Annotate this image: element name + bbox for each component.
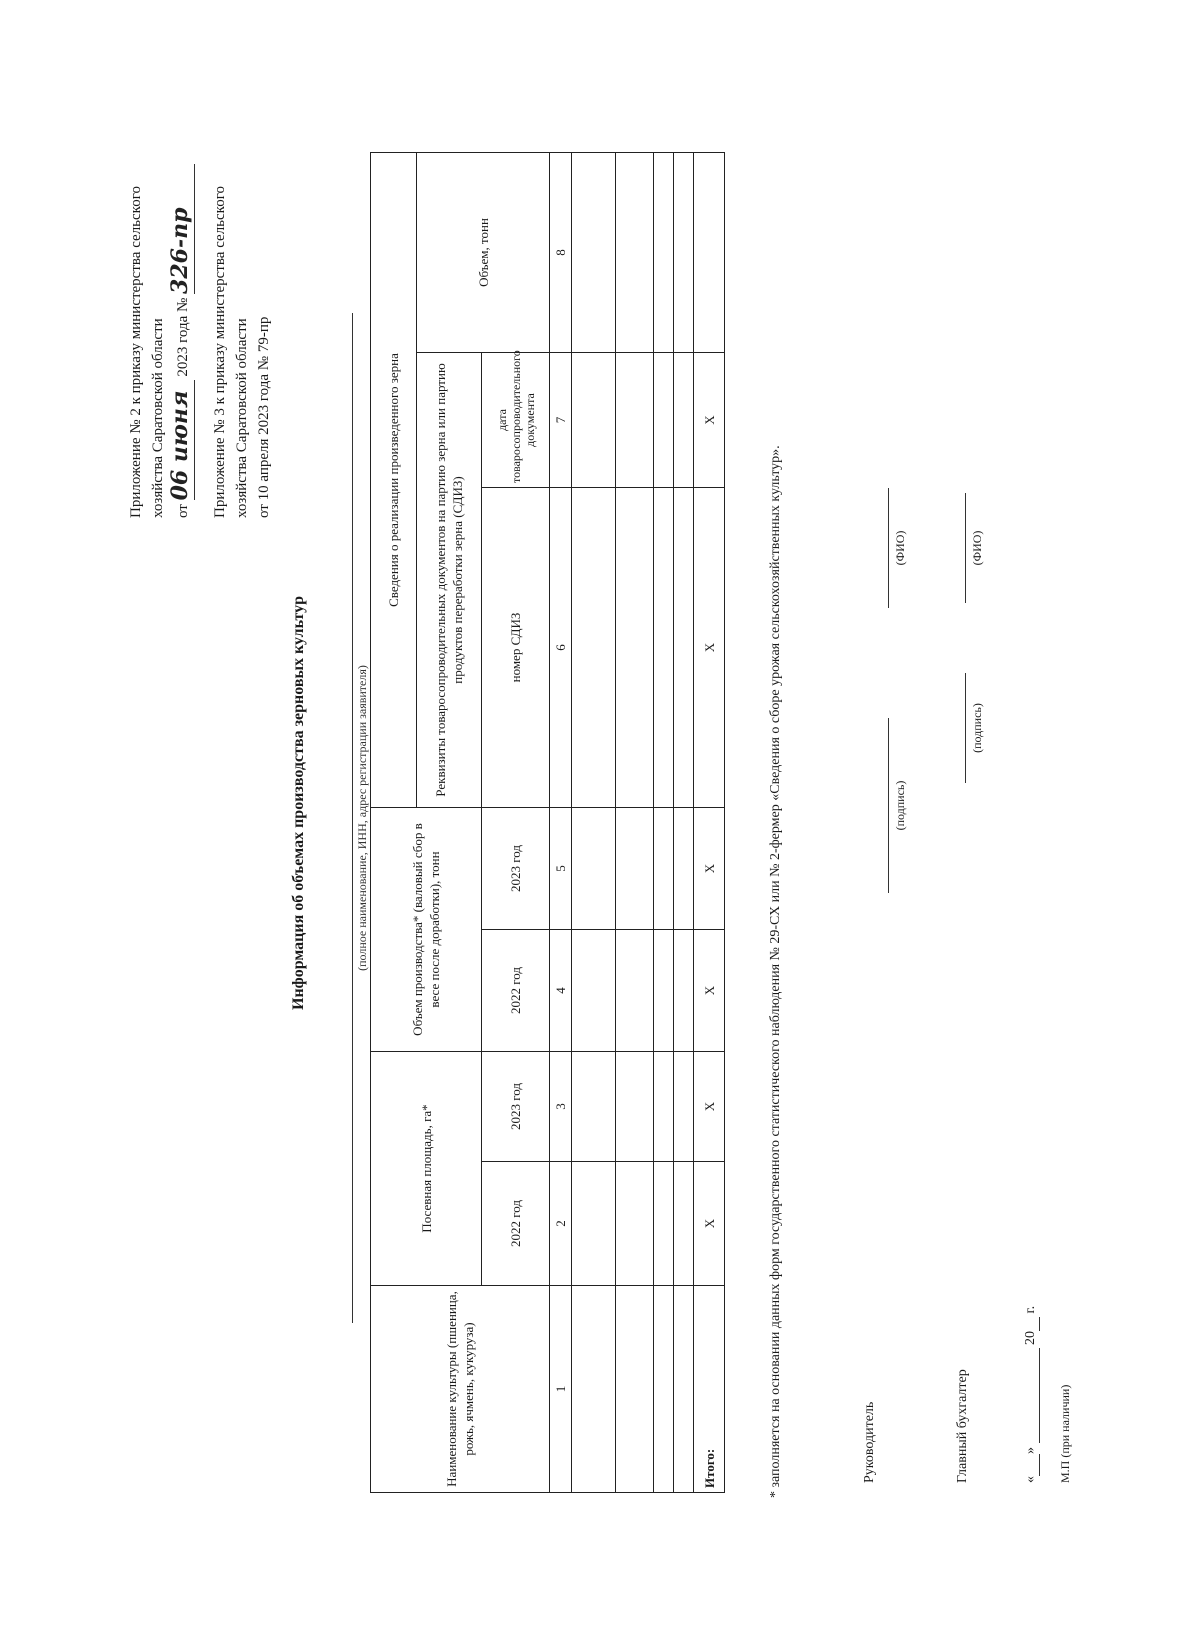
total-label: Итого: (694, 1286, 725, 1493)
col-number-3: 3 (550, 1052, 572, 1162)
date-close-quote: » (1023, 1447, 1038, 1454)
total-sdiz-date: X (694, 353, 725, 488)
col-number-2: 2 (550, 1162, 572, 1286)
header-area-2022: 2022 год (482, 1162, 550, 1286)
header-sown-area: Посевная площадь, га* (371, 1052, 482, 1286)
header-date-middle: 2023 года № (175, 297, 191, 377)
col-number-1: 1 (550, 1286, 572, 1493)
total-sdiz-number: X (694, 488, 725, 808)
grain-production-table (370, 152, 725, 1493)
total-row (694, 152, 725, 1492)
year-field[interactable] (1023, 1317, 1040, 1331)
total-volume-2023: X (694, 808, 725, 930)
header-sdiz-number: номер СДИЗ (482, 488, 550, 808)
header-line-1: Приложение № 2 к приказу министерства сельского (128, 186, 144, 518)
total-volume-tonnes (694, 152, 725, 352)
table-row (674, 152, 694, 1492)
header-line-4: Приложение № 3 к приказу министерства сельского (212, 186, 228, 518)
date-suffix: г. (1023, 1305, 1038, 1314)
col-number-4: 4 (550, 930, 572, 1052)
table-row (572, 152, 616, 1492)
header-sdiz-requisites: Реквизиты товаросопроводительных документов на партию зерна или партию продуктов переработки зерна (СДИЗ) (417, 353, 482, 808)
footnote: * заполняется на основании данных форм государственного статистического наблюдения № 29-СХ или № 2-фермер «Сведения о сборе урожая сельскохозяйственных культур». (768, 445, 783, 1498)
accountant-signature-field[interactable]: (подпись) (965, 673, 985, 783)
col-number-8: 8 (550, 152, 572, 352)
total-area-2023: X (694, 1052, 725, 1162)
col-number-6: 6 (550, 488, 572, 808)
header-culture: Наименование культуры (пшеница, рожь, ячмень, кукуруза) (371, 1286, 550, 1493)
header-area-2023: 2023 год (482, 1052, 550, 1162)
stamp-note: М.П (при наличии) (1058, 1384, 1072, 1483)
header-line-3 (169, 18, 195, 518)
header-sdiz-date: дата товаросопроводительного документа (482, 353, 550, 488)
order-header (125, 18, 275, 518)
number-handwriting: 326-пр (167, 207, 193, 294)
header-date-prefix: от (175, 504, 191, 518)
applicant-caption: (полное наименование, ИНН, адрес регистрации заявителя) (355, 665, 369, 971)
date-signature-field (169, 380, 195, 500)
header-line-2: хозяйства Саратовской области (150, 318, 166, 518)
header-volume-2023: 2023 год (482, 808, 550, 930)
number-signature-field (169, 164, 195, 294)
header-volume-2022: 2022 год (482, 930, 550, 1052)
head-name-field[interactable]: (ФИО) (888, 488, 908, 608)
head-label: Руководитель (862, 1401, 877, 1483)
total-volume-2022: X (694, 930, 725, 1052)
header-production-volume: Объем производства* (валовый сбор в весе после доработки), тонн (371, 808, 482, 1052)
date-line (1023, 1306, 1040, 1483)
table-row (616, 152, 654, 1492)
col-number-7: 7 (550, 353, 572, 488)
head-signature-field[interactable]: (подпись) (888, 718, 908, 893)
table-row (654, 152, 674, 1492)
column-number-row (550, 152, 572, 1492)
col-number-5: 5 (550, 808, 572, 930)
header-sales-info: Сведения о реализации произведенного зерна (371, 152, 417, 807)
document-title: Информация об объемах производства зерновых культур (290, 596, 307, 1010)
header-line-5: хозяйства Саратовской области (234, 318, 250, 518)
applicant-line (352, 313, 353, 1323)
day-field[interactable] (1023, 1454, 1040, 1476)
date-handwriting: 06 июня (167, 390, 193, 501)
month-field[interactable] (1023, 1349, 1040, 1444)
header-volume-tonnes: Объем, тонн (417, 152, 550, 352)
accountant-label: Главный бухгалтер (955, 1369, 970, 1483)
header-line-6: от 10 апреля 2023 года № 79-пр (256, 316, 272, 518)
total-area-2022: X (694, 1162, 725, 1286)
accountant-name-field[interactable]: (ФИО) (965, 493, 985, 603)
date-open-quote: « (1023, 1476, 1038, 1483)
date-year: 20 (1023, 1331, 1038, 1345)
